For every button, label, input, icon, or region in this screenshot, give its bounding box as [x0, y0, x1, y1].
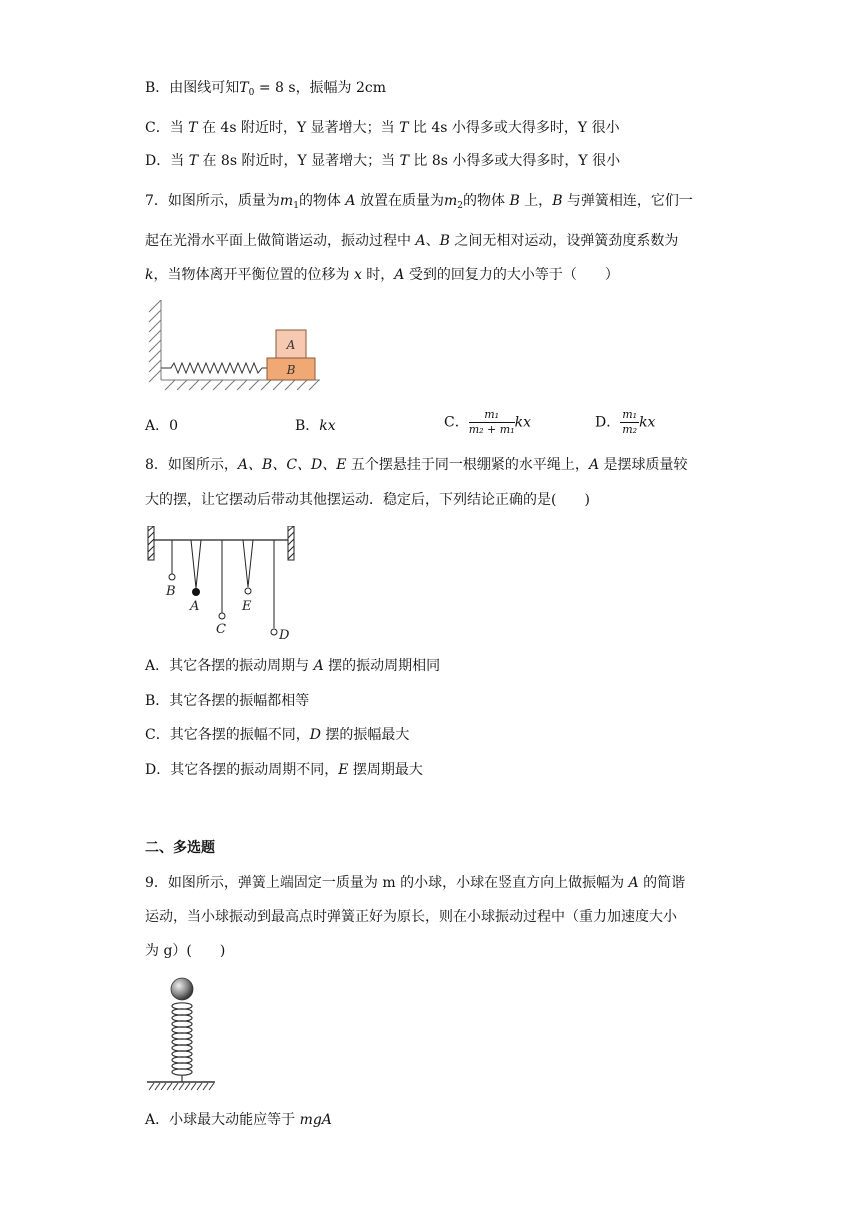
block-b-label: B — [286, 363, 296, 377]
pendulum-e — [243, 540, 253, 594]
fraction: $\frac{\text{m₁}}{\text{m₂ + m₁}}$ — [468, 408, 515, 436]
q7-stem-line-2: 起在光滑水平面上做简谐运动，振动过程中 A、B 之间无相对运动，设弹簧劲度系数为 — [145, 233, 679, 249]
q9-spring-ball-figure — [145, 972, 225, 1094]
left-support — [148, 526, 154, 560]
vertical-spring — [172, 1003, 192, 1082]
section-heading: 二、多选题 — [145, 840, 215, 856]
q9-stem-line-2: 运动，当小球振动到最高点时弹簧正好为原长，则在小球振动过程中（重力加速度大小 — [145, 909, 677, 925]
fraction: $\frac{\text{m₁}}{\text{m₂}}$ — [622, 408, 638, 436]
q6-option-c: C．当 T 在 4s 附近时，Y 显著增大；当 T 比 4s 小得多或大得多时，Y 很小 — [145, 120, 620, 136]
pendulum-c — [219, 540, 225, 619]
ball — [171, 978, 193, 1000]
q7-stem-line-1: 7．如图所示，质量为$m_1$的物体 A 放置在质量为$m_2$的物体 B 上，B 与弹簧相连，它们一 — [145, 193, 693, 211]
q8-pendulum-figure — [145, 526, 305, 644]
q7-option-a[interactable]: A．0 — [145, 418, 179, 434]
label-d: D — [279, 628, 290, 643]
spring — [161, 363, 267, 373]
ground-hatching — [147, 1082, 215, 1090]
q9-stem-line-1: 9．如图所示，弹簧上端固定一质量为 m 的小球，小球在竖直方向上做振幅为 A 的简谐 — [145, 875, 686, 891]
q6-option-d: D．当 T 在 8s 附近时，Y 显著增大；当 T 比 8s 小得多或大得多时，Y 很小 — [145, 153, 621, 169]
q7-option-c[interactable]: C． $\frac{\text{m₁}}{\text{m₂ + m₁}}$ kx — [444, 408, 531, 436]
pendulum-b — [169, 540, 175, 580]
q9-option-a[interactable]: A．小球最大动能应等于 mgA — [145, 1112, 332, 1128]
block-a-label: A — [286, 338, 296, 352]
q7-stem-line-3: k，当物体离开平衡位置的位移为 x 时，A 受到的回复力的大小等于（ ） — [145, 267, 619, 283]
q9-stem-line-3: 为 g）( ) — [145, 943, 226, 959]
q8-option-a[interactable]: A．其它各摆的振动周期与 A 摆的振动周期相同 — [145, 658, 441, 674]
q7-spring-block-figure — [145, 300, 325, 392]
label-c: C — [216, 622, 226, 637]
q7-option-b[interactable]: B．kx — [295, 418, 336, 434]
label-a: A — [190, 599, 200, 614]
q8-option-d[interactable]: D．其它各摆的振动周期不同，E 摆周期最大 — [145, 762, 423, 778]
right-support — [288, 526, 294, 560]
q8-option-b[interactable]: B．其它各摆的振幅都相等 — [145, 693, 310, 709]
period-symbol: T — [239, 80, 249, 96]
q7-option-d[interactable]: D． $\frac{\text{m₁}}{\text{m₂}}$ kx — [595, 408, 656, 436]
pendulum-a — [191, 540, 201, 596]
label-e: E — [242, 599, 252, 614]
label-b: B — [166, 584, 176, 599]
q8-stem-line-1: 8．如图所示，A、B、C、D、E 五个摆悬挂于同一根绷紧的水平绳上，A 是摆球质量较 — [145, 457, 688, 473]
q8-stem-line-2: 大的摆，让它摆动后带动其他摆运动．稳定后，下列结论正确的是( ) — [145, 492, 590, 508]
q8-option-c[interactable]: C．其它各摆的振幅不同，D 摆的振幅最大 — [145, 727, 410, 743]
pendulum-d — [271, 540, 277, 635]
q6-option-b: B．由图线可知$T_0 = 8$ s，振幅为 2cm — [145, 80, 387, 98]
